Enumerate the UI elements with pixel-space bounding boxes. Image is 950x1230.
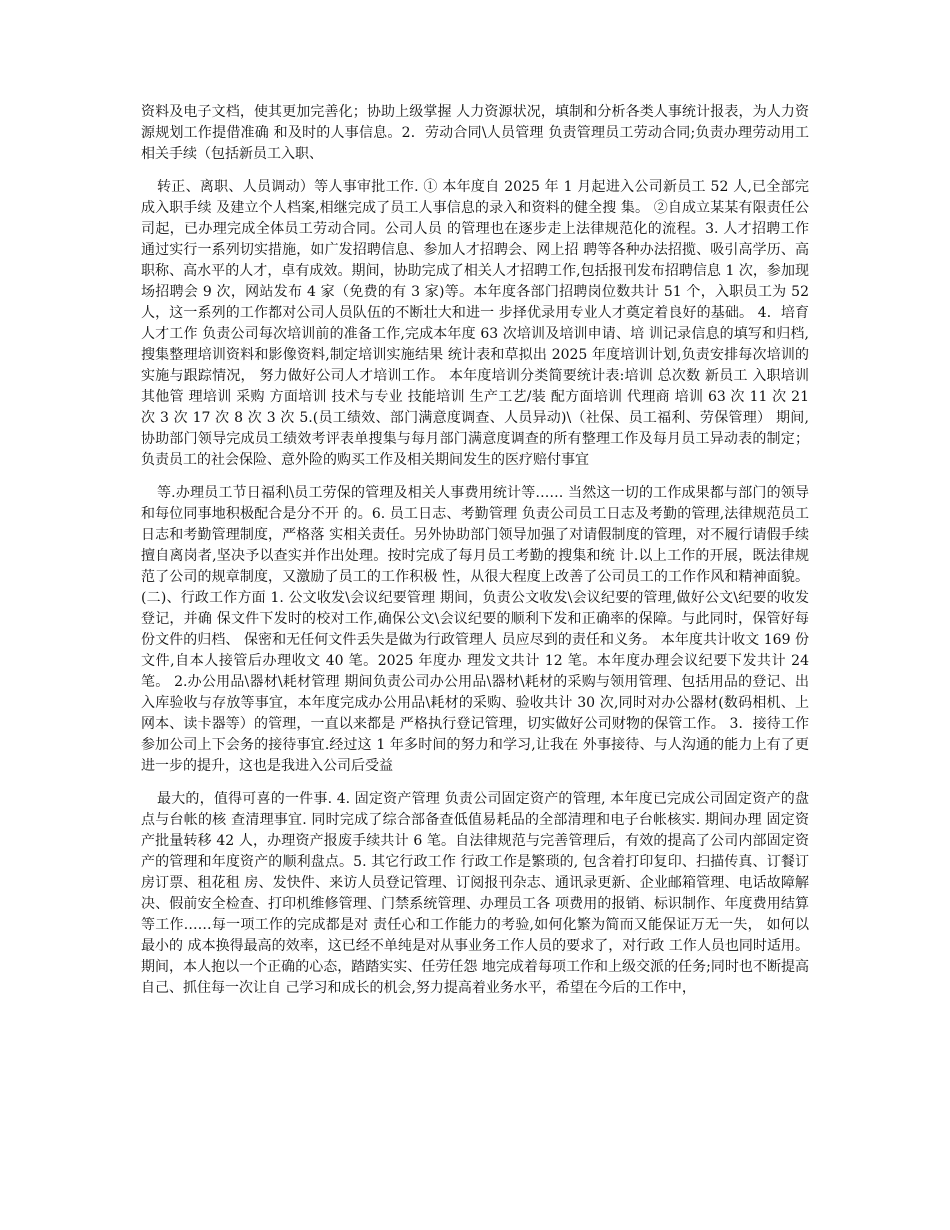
- paragraph-4: 最大的，值得可喜的一件事. 4. 固定资产管理 负责公司固定资产的管理, 本年度已完成公司固定资产的盘点与台帐的核 查清理事宜. 同时完成了综合部备查低值易耗品的全部清理和电子台帐核实. 期间办理 固定资产批量转移 42 人，办理资产报废手续共计 6 笔。自法律规范与完善管理后，有效的提高了公司内部固定资产的管理和年度资产的顺利盘点。5. 其它行政工作 行政工作是繁琐的, 包含着打印复印、扫描传真、订餐订房订票、租花租 房、发快件、来访人员登记管理、订阅报刊杂志、通讯录更新、企业邮箱管理、电话故障解决、假前安全检查、打印机维修管理、门禁系统管理、办理员工各 项费用的报销、标识制作、年度费用结算等工作……每一项工作的完成都是对 责任心和工作能力的考验,如何化繁为简而又能保证万无一失， 如何以最小的 成本换得最高的效率，这已经不单纯是对从事业务工作人员的要求了，对行政 工作人员也同时适用。期间，本人抱以一个正确的心态，踏踏实实、任劳任怨 地完成着每项工作和上级交派的任务;同时也不断提高自己、抓住每一次让自 己学习和成长的机会,努力提高着业务水平，希望在今后的工作中，: [141, 791, 809, 996]
- paragraph-2: 转正、离职、人员调动）等人事审批工作. ① 本年度自 2025 年 1 月起进入公司新员工 52 人,已全部完成入职手续 及建立个人档案,相继完成了员工人事信息的录入和资料的健全搜 集。 ②自成立某某有限责任公司起，已办理完成全体员工劳动合同。公司人员 的管理也在逐步走上法律规范化的流程。3. 人才招聘工作 通过实行一系列切实措施，如广发招聘信息、参加人才招聘会、网上招 聘等各种办法招揽、吸引高学历、高职称、高水平的人才，卓有成效。期间，协助完成了相关人才招聘工作,包括报刊发布招聘信息 1 次，参加现场招聘会 9 次，网站发布 4 家（免费的有 3 家)等。本年度各部门招聘岗位数共计 51 个，入职员工为 52 人，这一系列的工作都对公司人员队伍的不断壮大和进一 步择优录用专业人才奠定着良好的基础。 4．培育人才工作 负责公司每次培训前的准备工作,完成本年度 63 次培训及培训申请、培 训记录信息的填写和归档,搜集整理培训资料和影像资料,制定培训实施结果 统计表和草拟出 2025 年度培训计划,负责安排每次培训的实施与跟踪情况， 努力做好公司人才培训工作。 本年度培训分类简要统计表:培训 总次数 新员工 入职培训 其他管 理培训 采购 方面培训 技术与专业 技能培训 生产工艺/装 配方面培训 代理商 培训 63 次 11 次 21 次 3 次 17 次 8 次 3 次 5.(员工绩效、部门满意度调查、人员异动)\（社保、员工福利、劳保管理） 期间,协助部门领导完成员工绩效考评表单搜集与每月部门满意度调查的所有整理工作及每月员工异动表的制定；负责员工的社会保险、意外险的购买工作及相关期间发生的医疗赔付事宜: [141, 179, 809, 468]
- document-page: [141, 102, 809, 1011]
- paragraph-1: 资料及电子文档，使其更加完善化；协助上级掌握 人力资源状况，填制和分析各类人事统计报表，为人力资源规划工作提借准确 和及时的人事信息。2．劳动合同\人员管理 负责管理员工劳动合同;负责办理劳动用工相关手续（包括新员工入职、: [141, 104, 809, 162]
- paragraph-3: 等.办理员工节日福利\员工劳保的管理及相关人事费用统计等…… 当然这一切的工作成果都与部门的领导和每位同事地积极配合是分不开 的。6. 员工日志、考勤管理 负责公司员工日志及考勤的管理,法律规范员工日志和考勤管理制度，严格落 实相关责任。另外协助部门领导加强了对请假制度的管理，对不履行请假手续 擅自离岗者,坚决予以查实并作出处理。按时完成了每月员工考勤的搜集和统 计.以上工作的开展，既法律规范了公司的规章制度，又激励了员工的工作积极 性，从很大程度上改善了公司员工的工作作风和精神面貌。(二)、行政工作方面 1. 公文收发\会议纪要管理 期间，负责公文收发\会议纪要的管理,做好公文\纪要的收发登记，并确 保文件下发时的校对工作,确保公文\会议纪要的顺利下发和正确率的保障。与此同时，保管好每份文件的归档、 保密和无任何文件丢失是做为行政管理人 员应尽到的责任和义务。 本年度共计收文 169 份文件,自本人接管后办理收文 40 笔。2025 年度办 理发文共计 12 笔。本年度办理会议纪要下发共计 24 笔。 2.办公用品\器材\耗材管理 期间负责公司办公用品\器材\耗材的采购与领用管理、包括用品的登记、出入库验收与存放等事宜，本年度完成办公用品\耗材的采购、验收共计 30 次,同时对办公器材(数码相机、上网本、读卡器等）的管理，一直以来都是 严格执行登记管理，切实做好公司财物的保管工作。 3．接待工作 参加公司上下会务的接待事宜.经过这 1 年多时间的努力和学习,让我在 外事接待、与人沟通的能力上有了更进一步的提升，这也是我进入公司后受益: [141, 485, 809, 774]
